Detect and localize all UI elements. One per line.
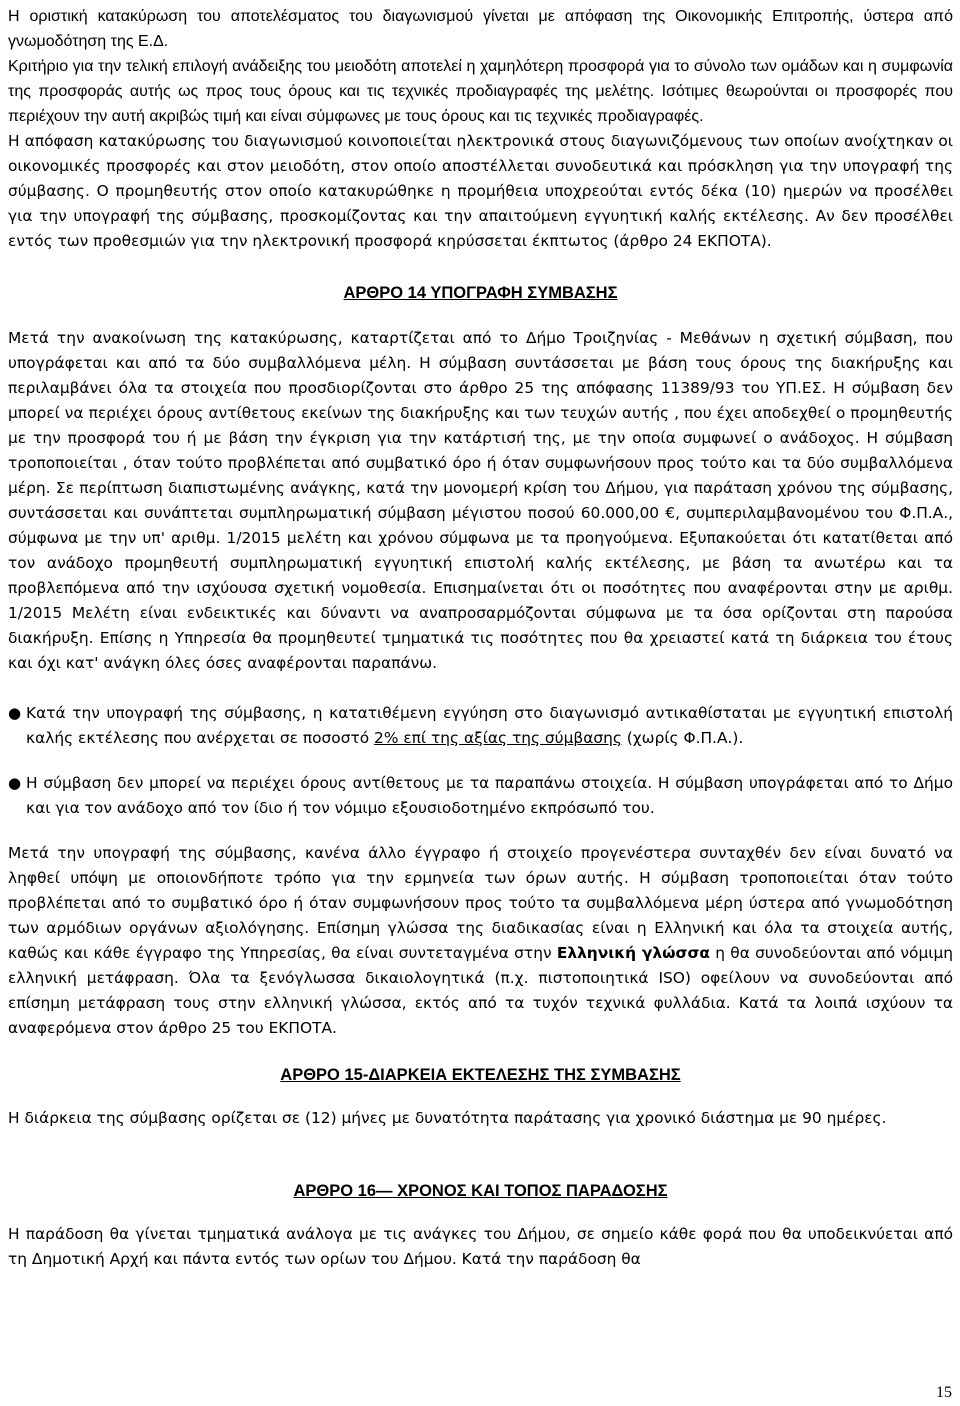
article-14-paragraph-1: Μετά την ανακοίνωση της κατακύρωσης, καταρτίζεται από το Δήμο Τροιζηνίας - Μεθάνων η σχετική σύμβαση, που υπογράφεται και από τα δύο συμβαλλόμενα μέλη. Η σύμβαση συντάσσεται με βάση τους όρους της διακήρυξης και περιλαμβάνει όλα τα στοιχεία που προσδιορίζονται στο άρθρο 25 της απόφασης 11389/93 του ΥΠ.ΕΣ. Η σύμβαση δεν μπορεί να περιέχει όρους αντίθετους εκείνων της διακήρυξης και των τευχών αυτής , που έχει αποδεχθεί ο προμηθευτής με την προσφορά του ή με βάση την έγκριση για την κατάρτισή της, με την οποία συμφωνεί ο ανάδοχος. Η σύμβαση τροποποιείται , όταν τούτο προβλέπεται από συμβατικό όρο ή όταν συμφωνήσουν προς τούτο και τα δύο συμβαλλόμενα μέρη. Σε περίπτωση διαπιστωμένης ανάγκης, κατά την μονομερή κρίση του Δήμου, για παράταση χρόνου της σύμβασης, συντάσσεται και συνάπτεται συμπληρωματική σύμβαση μέγιστου ποσού 60.000,00 €, συμπεριλαμβανομένου του Φ.Π.Α., σύμφωνα με την υπ' αριθμ. 1/2015 μελέτη και χρόνου σύμφωνα με τα προηγούμενα. Εξυπακούεται ότι κατατίθεται από τον ανάδοχο προμηθευτή συμπληρωματική εγγυητική επιστολή καλής εκτέλεσης, με βάση τα ανωτέρω και τα προβλεπόμενα από την ισχύουσα σχετική νομοθεσία. Επισημαίνεται ότι οι ποσότητες που αναφέρονται στην με αριθμ. 1/2015 Μελέτη είναι ενδεικτικές και δύναντι να αναπροσαρμόζονται σύμφωνα με τα όσα ορίζονται στη παρούσα διακήρυξη. Επίσης η Υπηρεσία θα προμηθευτεί τμηματικά τις ποσότητες που θα χρειαστεί κατά τη διάρκεια του έτους και όχι κατ' ανάγκη όλες όσες αναφέρονται παραπάνω. (8, 329, 953, 672)
intro-paragraph-2: Κριτήριο για την τελική επιλογή ανάδειξης του μειοδότη αποτελεί η χαμηλότερη προσφορά για το σύνολο των ομάδων και η συμφωνία της προσφοράς αυτής ως προς τους όρους και τις τεχνικές προδιαγραφές της μελέτης. Ισότιμες θεωρούνται οι προσφορές που περιέχουν την αυτή ακριβώς τιμή και είναι σύμφωνες με τους όρους και τις τεχνικές προδιαγραφές. (8, 58, 953, 125)
intro-paragraph-1: Η οριστική κατακύρωση του αποτελέσματος του διαγωνισμού γίνεται με απόφαση της Οικονομικής Επιτροπής, ύστερα από γνωμοδότηση της Ε.Δ. (8, 8, 953, 50)
spacer (8, 1131, 953, 1179)
spacer (8, 821, 953, 841)
spacer (8, 676, 953, 701)
article-16-heading: ΑΡΘΡΟ 16— ΧΡΟΝΟΣ ΚΑΙ ΤΟΠΟΣ ΠΑΡΑΔΟΣΗΣ (293, 1182, 668, 1200)
spacer (8, 1204, 953, 1222)
bullet-icon: ● (8, 704, 22, 722)
spacer (8, 306, 953, 326)
document-page (8, 4, 953, 1272)
award-paragraph: Η απόφαση κατακύρωσης του διαγωνισμού κοινοποιείται ηλεκτρονικά στους διαγωνιζόμενους των οποίων ανοίχτηκαν οι οικονομικές προσφορές και στον μειοδότη, στον οποίο αποστέλλεται συνοδευτικά και πρόσκληση για την υπογραφή της σύμβασης. Ο προμηθευτής στον οποίο κατακυρώθηκε η προμήθεια υποχρεούται εντός δέκα (10) ημερών να προσέλθει για την υπογραφή της σύμβασης, προσκομίζοντας και την απαιτούμενη εγγυητική καλής εκτέλεσης. Αν δεν προσέλθει εντός των προθεσμιών για την ηλεκτρονική προσφορά κηρύσσεται έκπτωτος (άρθρο 24 ΕΚΠΟΤΑ). (8, 132, 953, 250)
article-14-bullet-2 (8, 771, 953, 821)
article-14-bullet-1 (8, 701, 953, 751)
bullet-icon: ● (8, 774, 22, 792)
article-14-heading: ΑΡΘΡΟ 14 ΥΠΟΓΡΑΦΗ ΣΥΜΒΑΣΗΣ (343, 284, 618, 302)
article-14-paragraph-2: Μετά την υπογραφή της σύμβασης, κανένα άλλο έγγραφο ή στοιχείο προγενέστερα συνταχθέν δεν είναι δυνατό να ληφθεί υπόψη με οποιονδήποτε τρόπο για την ερμηνεία των όρων αυτής. Η σύμβαση τροποποιείται όταν τούτο προβλέπεται από το συμβατικό όρο ή όταν συμφωνήσουν προς τούτο τα συμβαλλόμενα μέρη ύστερα από γνωμοδότηση των αρμόδιων οργάνων αξιολόγησης. Επίσημη γλώσσα της διαδικασίας είναι η Ελληνική και όλα τα στοιχεία αυτής, καθώς και κάθε έγγραφο της Υπηρεσίας, θα είναι συντεταγμένα στην Ελληνική γλώσσα η θα συνοδεύονται από νόμιμη ελληνική μετάφραση. Όλα τα ξενόγλωσσα δικαιολογητικά (π.χ. πιστοποιητικά ISO) οφείλουν να συνοδεύονται από επίσημη μετάφραση τους στην ελληνική γλώσσα, εκτός από τα τυχόν τεχνικά φυλλάδια. Κατά τα λοιπά ισχύουν τα αναφερόμενα στον άρθρο 25 του ΕΚΠΟΤΑ. (8, 844, 953, 1037)
spacer (8, 751, 953, 771)
article-16-paragraph: Η παράδοση θα γίνεται τμηματικά ανάλογα με τις ανάγκες του Δήμου, σε σημείο κάθε φορά που θα υποδεικνύεται από τη Δημοτική Αρχή και πάντα εντός των ορίων του Δήμου. Κατά την παράδοση θα (8, 1225, 953, 1268)
article-15-paragraph: Η διάρκεια της σύμβασης ορίζεται σε (12) μήνες με δυνατότητα παράτασης για χρονικό διάστημα με 90 ημέρες. (8, 1109, 887, 1127)
page-number: 15 (936, 1384, 952, 1401)
bullet-text: Κατά την υπογραφή της σύμβασης, η κατατιθέμενη εγγύηση στο διαγωνισμό αντικαθίσταται με εγγυητική επιστολή καλής εκτέλεσης που ανέρχεται σε ποσοστό 2% επί της αξίας της σύμβασης (χωρίς Φ.Π.Α.). (26, 704, 953, 747)
spacer (8, 254, 953, 281)
spacer (8, 1041, 953, 1063)
article-15-heading: ΑΡΘΡΟ 15-ΔΙΑΡΚΕΙΑ ΕΚΤΕΛΕΣΗΣ ΤΗΣ ΣΥΜΒΑΣΗΣ (280, 1066, 681, 1084)
spacer (8, 1088, 953, 1106)
bullet-text: Η σύμβαση δεν μπορεί να περιέχει όρους αντίθετους με τα παραπάνω στοιχεία. Η σύμβαση υπογράφεται από το Δήμο και για τον ανάδοχο από τον ίδιο ή τον νόμιμο εξουσιοδοτημένο εκπρόσωπό του. (26, 774, 953, 817)
